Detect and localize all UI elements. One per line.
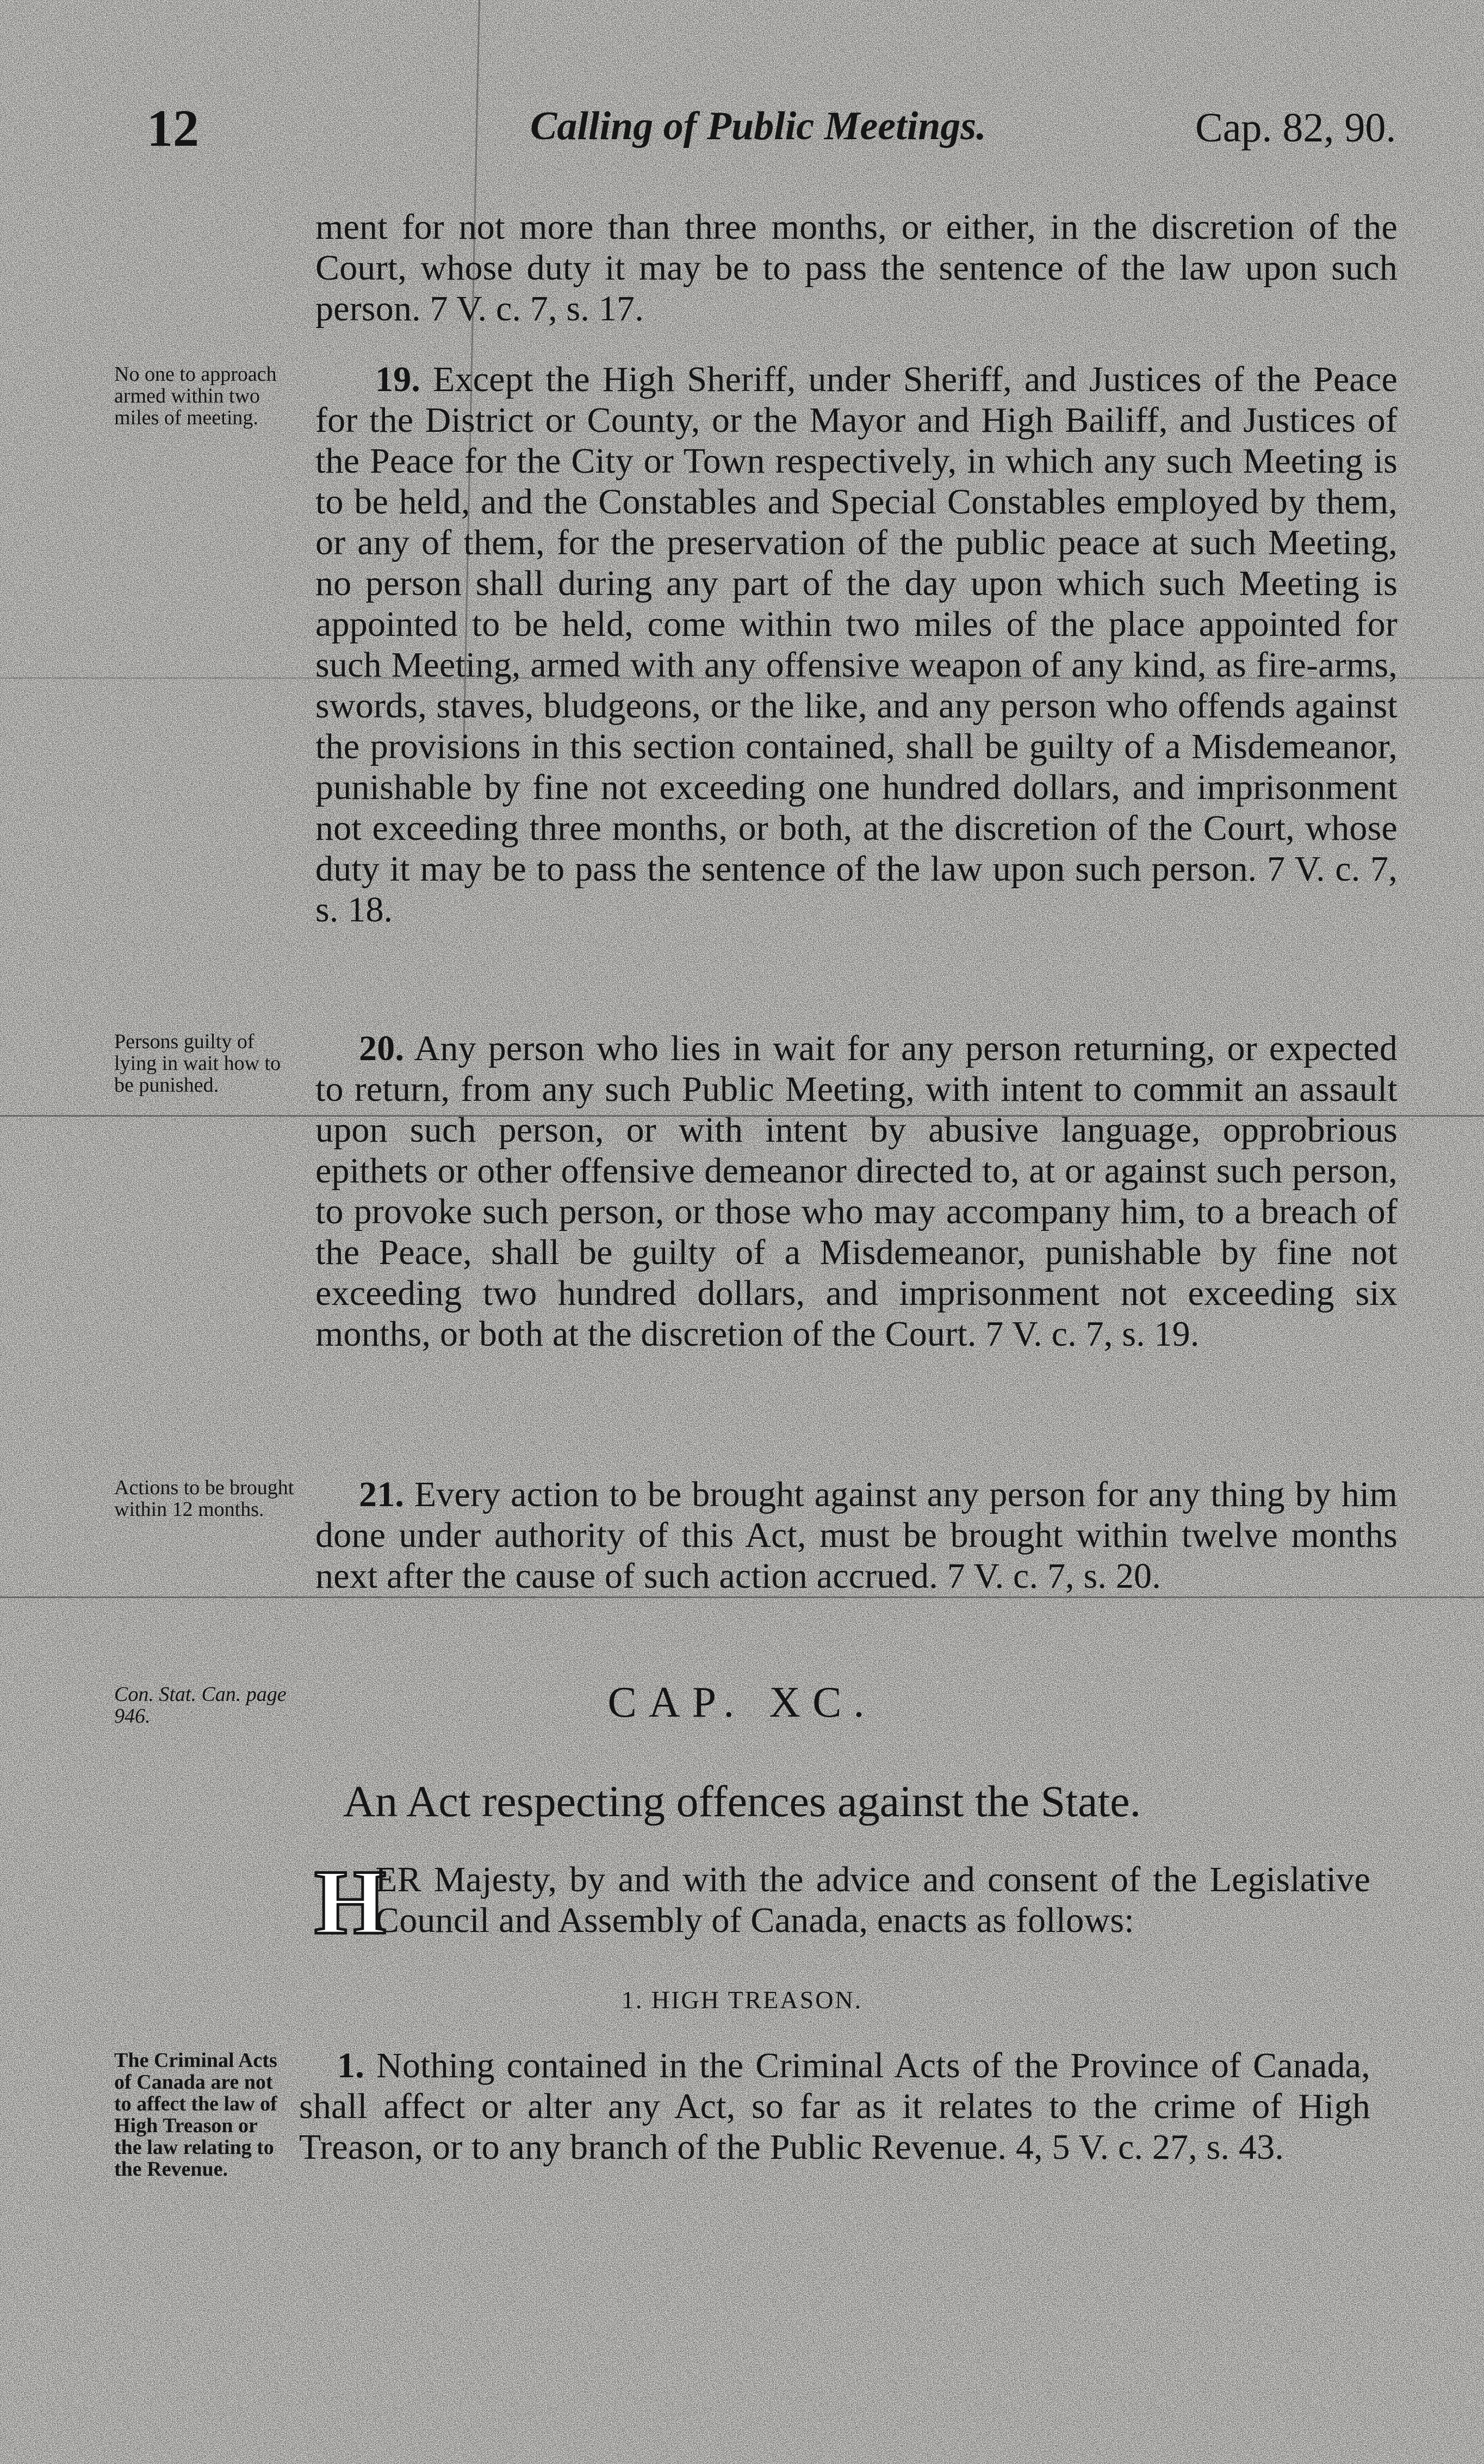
section-text: Every action to be brought against any person for any thing by him done under authority of this Act, must be brought within twelve months next after the cause of such action accrued. 7 V. c. 7, s. 20. — [315, 1475, 1398, 1596]
section-number: 20. — [359, 1029, 404, 1068]
chapter-reference: Cap. 82, 90. — [1195, 104, 1396, 152]
margin-note-section-19: No one to approach armed within two miles of meeting. — [114, 363, 299, 429]
page-number: 12 — [147, 98, 199, 158]
drop-cap-letter: H — [314, 1861, 386, 1943]
section-number: 1. — [337, 2046, 364, 2085]
section-text: Nothing contained in the Criminal Acts of the Province of Canada, shall affect or alter any Act, so far as it relates to the crime of High Treason, or to any branch of the Public Revenue. 4, 5 V. c. 27, s. 43. — [299, 2046, 1370, 2167]
section-number: 21. — [359, 1475, 404, 1514]
section-text: Except the High Sheriff, under Sheriff, and Justices of the Peace for the District or County, or the Mayor and High Bailiff, and Justices of the Peace for the City or Town respectively, in which any such Meeting is to be held, and the Constables and Special Constables employed by them, or any of them, for the preservation of the public peace at such Meeting, no person shall during any part of the day upon which such Meeting is appointed to be held, come within two miles of the place appointed for such Meeting, armed with any offensive weapon of any kind, as fire-arms, swords, staves, bludgeons, or the like, and any person who offends against the provisions in this section contained, shall be guilty of a Misdemeanor, punishable by fine not exceeding one hundred dollars, and imprisonment not exceeding three months, or both, at the discretion of the Court, whose duty it may be to pass the sentence of the law upon such person. 7 V. c. 7, s. 18. — [315, 360, 1398, 930]
section-text: Any person who lies in wait for any person returning, or expected to return, from any such Public Meeting, with intent to commit an assault upon such person, or with intent by abusive language, opprobrious epithets or other offensive demeanor directed to, at or against such person, to provoke such person, or those who may accompany him, to a breach of the Peace, shall be guilty of a Misdemeanor, punishable by fine not exceeding two hundred dollars, and imprisonment not exceeding six months, or both at the discretion of the Court. 7 V. c. 7, s. 19. — [315, 1029, 1398, 1354]
enacting-clause: ER Majesty, by and with the advice and consent of the Legislative Council and Assembly of Canada, enacts as follows: — [375, 1859, 1370, 1941]
part-heading: 1. HIGH TREASON. — [0, 1985, 1484, 2014]
margin-note-section-20: Persons guilty of lying in wait how to be punished. — [114, 1031, 299, 1096]
margin-note-treason: The Criminal Acts of Canada are not to affect the law of High Treason or the law relating to the Revenue. — [114, 2050, 288, 2180]
chapter-heading: CAP. XC. — [0, 1678, 1484, 1728]
margin-note-section-21: Actions to be brought within 12 months. — [114, 1477, 299, 1520]
section-number: 19. — [375, 360, 420, 399]
carryover-paragraph: ment for not more than three months, or either, in the discretion of the Court, whose duty it may be to pass the sentence of the law upon such person. 7 V. c. 7, s. 17. — [315, 207, 1398, 329]
consolidated-statutes-reference: Con. Stat. Can. page 946. — [114, 1683, 294, 1727]
running-title: Calling of Public Meetings. — [530, 103, 986, 150]
act-title: An Act respecting offences against the State. — [0, 1776, 1484, 1827]
